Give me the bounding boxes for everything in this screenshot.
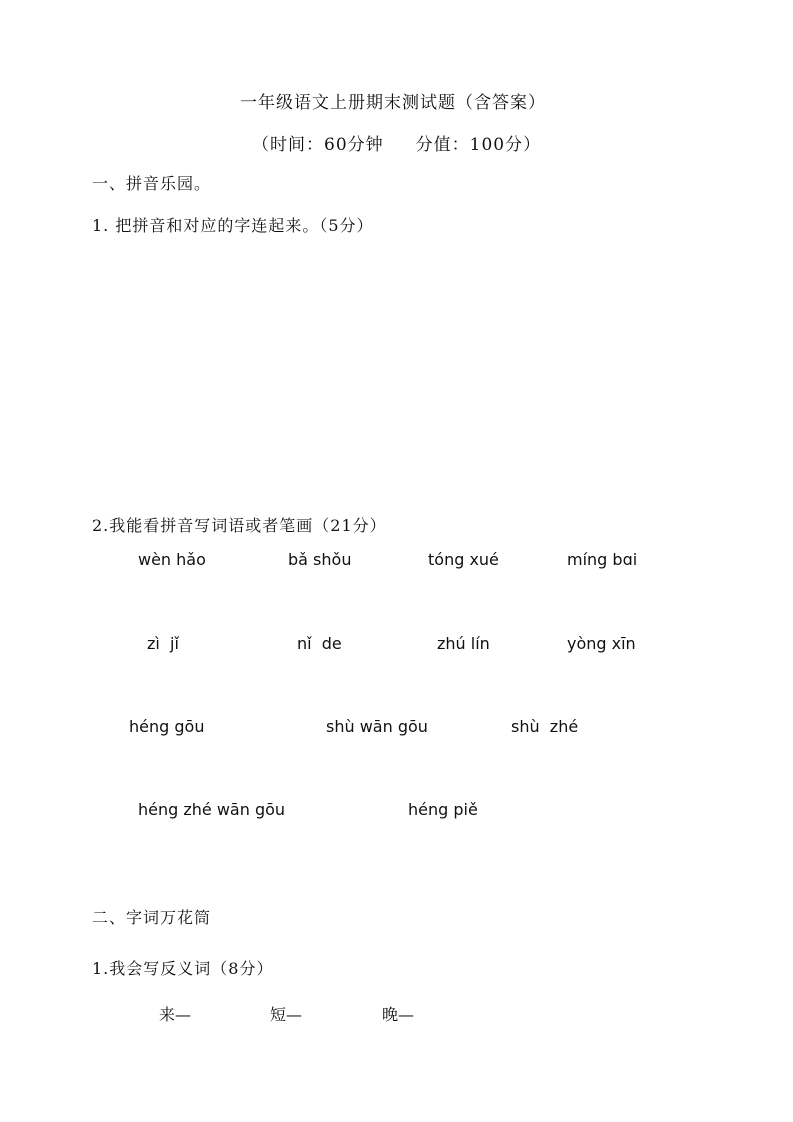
question-1-match-pinyin: 1. 把拼音和对应的字连起来。（5分） xyxy=(92,216,374,235)
pinyin-item: zhú lín xyxy=(437,634,490,653)
antonym-item: 短— xyxy=(270,1005,303,1024)
pinyin-item: míng bɑi xyxy=(567,550,638,569)
question-2-write-words: 2.我能看拼音写词语或者笔画（21分） xyxy=(92,516,387,535)
exam-info: （时间：60分钟 分值：100分） xyxy=(252,135,542,155)
pinyin-item: shù wān gōu xyxy=(326,717,428,736)
pinyin-item: wèn hǎo xyxy=(138,550,206,569)
pinyin-item: héng gōu xyxy=(129,717,205,736)
pinyin-item: shù zhé xyxy=(511,717,579,736)
antonym-item: 晚— xyxy=(382,1005,415,1024)
pinyin-item: héng zhé wān gōu xyxy=(138,800,286,819)
pinyin-item: bǎ shǒu xyxy=(288,550,352,569)
section-heading-words: 二、字词万花筒 xyxy=(92,908,212,927)
pinyin-item: héng piě xyxy=(408,800,478,819)
question-antonyms: 1.我会写反义词（8分） xyxy=(92,959,274,978)
pinyin-item: tóng xué xyxy=(428,550,499,569)
pinyin-item: nǐ de xyxy=(297,634,342,653)
section-heading-pinyin: 一、拼音乐园。 xyxy=(92,174,212,193)
antonym-item: 来— xyxy=(159,1005,192,1024)
pinyin-item: zì jǐ xyxy=(147,634,179,653)
page-title: 一年级语文上册期末测试题（含答案） xyxy=(240,93,546,113)
pinyin-item: yòng xīn xyxy=(567,634,636,653)
